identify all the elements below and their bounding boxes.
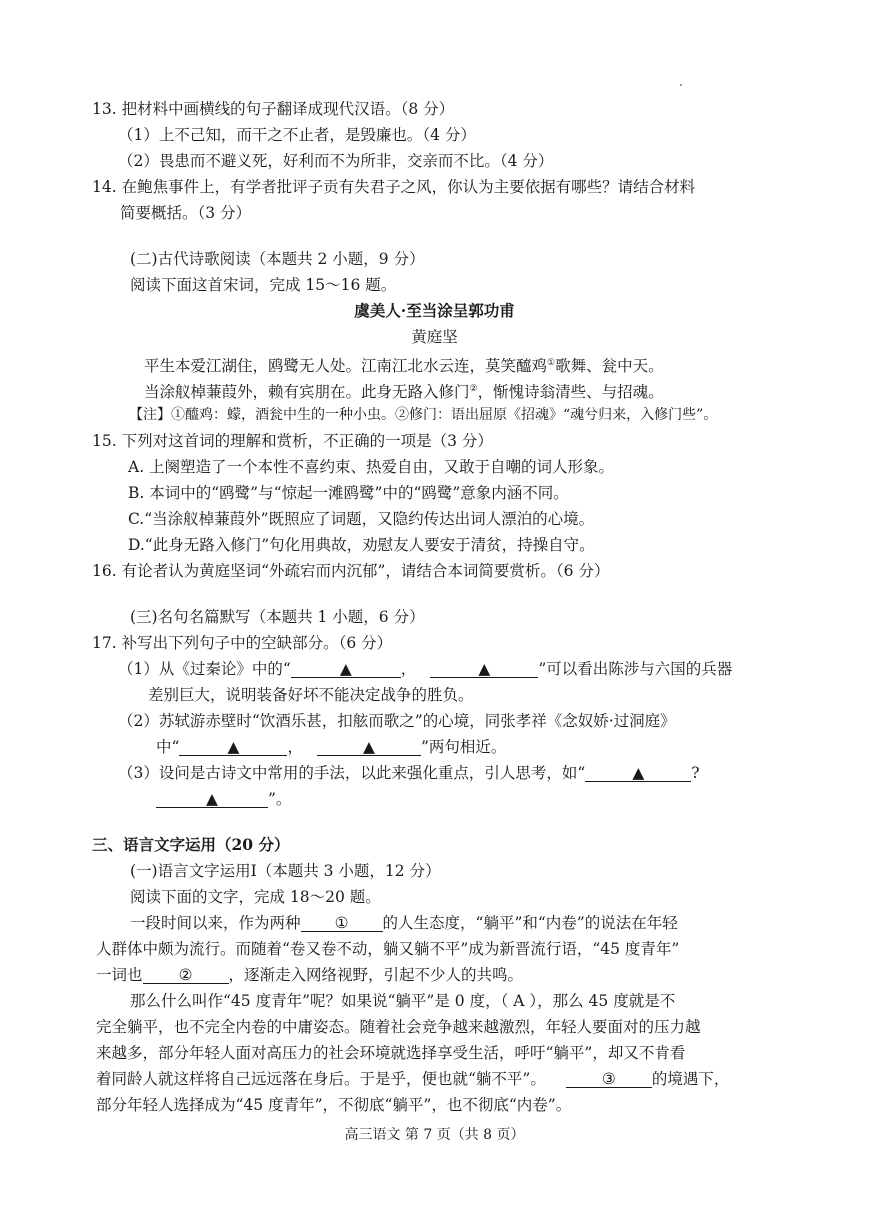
- blank-circle-1[interactable]: [301, 912, 383, 932]
- q17-item2: （2）苏轼游赤壁时“饮酒乐甚，扣舷而歌之”的心境，同张孝祥《念奴娇·过洞庭》: [118, 712, 676, 730]
- blank-mark: ▲: [227, 738, 240, 756]
- blank-mark: ▲: [362, 738, 375, 756]
- blank-mark: ▲: [339, 660, 352, 678]
- q15-option-b: B. 本词中的“鸥鹭”与“惊起一滩鸥鹭”中的“鸥鹭”意象内涵不同。: [128, 484, 569, 502]
- poem-note: 【注】①醯鸡：蠓，酒瓮中生的一种小虫。②修门：语出屈原《招魂》“魂兮归来，入修门些”。: [129, 407, 718, 423]
- poem-line-2-a: 当涂舣棹蒹葭外，赖有宾朋在。此身无路入修门: [144, 383, 470, 402]
- scan-dot: [680, 84, 682, 86]
- passage-line-7: [96, 1068, 729, 1090]
- passage-text: 一词也: [96, 966, 143, 984]
- poem-title: 虞美人·至当涂呈郭功甫: [354, 301, 515, 320]
- passage-text: 的人生态度，“躺平”和“内卷”的说法在年轻: [382, 914, 678, 932]
- q17-item1-suffix: ”可以看出陈涉与六国的兵器: [538, 660, 733, 678]
- part3-sub: (一)语言文字运用Ⅰ（本题共 3 小题，12 分）: [130, 862, 441, 880]
- q17-item1-prefix: （1）从《过秦论》中的“: [118, 660, 291, 678]
- section-poetry-title: (二)古代诗歌阅读（本题共 2 小题，9 分）: [130, 250, 425, 268]
- part3-heading: 三、语言文字运用（20 分）: [92, 835, 290, 854]
- q17-item3: [118, 762, 700, 784]
- section-poetry-intro: 阅读下面这首宋词，完成 15～16 题。: [130, 276, 397, 294]
- q13-stem: 13. 把材料中画横线的句子翻译成现代汉语。（8 分）: [92, 100, 455, 118]
- blank-mark: ▲: [478, 660, 491, 678]
- blank-number: ②: [178, 966, 193, 984]
- q15-option-c: C.“当涂舣棹蒹葭外”既照应了词题，又隐约传达出词人漂泊的心境。: [128, 510, 595, 528]
- poem-line-2-b: ，惭愧诗翁清些、与招魂。: [477, 383, 664, 402]
- blank-number: ③: [601, 1070, 616, 1088]
- q17-item2-prefix: 中“: [156, 738, 180, 756]
- passage-line-5: 完全躺平，也不完全内卷的中庸姿态。随着社会竞争越来越激烈，年轻人要面对的压力越: [96, 1018, 701, 1036]
- passage-line-6: 来越多，部分年轻人面对高压力的社会环境就选择享受生活，呼吁“躺平”，却又不肯看: [96, 1044, 686, 1062]
- blank-circle-3[interactable]: [566, 1068, 652, 1088]
- q15-option-a: A. 上阕塑造了一个本性不喜约束、热爱自由，又敢于自嘲的词人形象。: [128, 458, 615, 476]
- blank-3[interactable]: [179, 736, 287, 756]
- blank-mark: ▲: [206, 790, 218, 808]
- q17-item2-suffix: ”两句相近。: [420, 738, 507, 756]
- q17-item2-blanks: [156, 736, 506, 758]
- footnote-1-mark: ①: [547, 358, 556, 368]
- passage-text: 的境遇下，: [651, 1070, 730, 1088]
- q14-line2: 简要概括。（3 分）: [120, 204, 252, 222]
- q17-stem: 17. 补写出下列句子中的空缺部分。（6 分）: [92, 634, 393, 652]
- part3-intro: 阅读下面的文字，完成 18～20 题。: [130, 888, 381, 906]
- passage-line-3: [96, 964, 523, 986]
- q17-item1-cont: 差别巨大，说明装备好坏不能决定战争的胜负。: [148, 686, 474, 704]
- passage-line-1: [130, 912, 678, 934]
- q13-part2: （2）畏患而不避义死，好利而不为所非，交亲而不比。（4 分）: [118, 152, 554, 170]
- poem-line-1-b: 歌舞、瓮中天。: [555, 357, 664, 376]
- q17-item3-suffix: ”。: [268, 790, 292, 808]
- page-footer: 高三语文 第 7 页（共 8 页）: [344, 1127, 525, 1143]
- q17-item3-prefix: （3）设问是古诗文中常用的手法，以此来强化重点，引人思考，如“: [118, 764, 586, 782]
- poem-line-1: [144, 352, 664, 377]
- q17-item1-comma: ，: [400, 660, 417, 678]
- poem-line-1-a: 平生本爱江湖住，鸥鹭无人处。江南江北水云连，莫笑醯鸡: [144, 357, 548, 376]
- blank-2[interactable]: [430, 658, 538, 678]
- blank-5[interactable]: [585, 762, 691, 782]
- passage-line-4: 那么什么叫作“45 度青年”呢？如果说“躺平”是 0 度，（ A ），那么 45 度就是不: [130, 992, 676, 1010]
- q13-part1: （1）上不己知，而干之不止者，是毁廉也。（4 分）: [118, 126, 476, 144]
- blank-number: ①: [334, 914, 349, 932]
- passage-line-8: 部分年轻人选择成为“45 度青年”，不彻底“躺平”，也不彻底“内卷”。: [96, 1096, 572, 1114]
- passage-text: ，逐渐走入网络视野，引起不少人的共鸣。: [228, 966, 524, 984]
- passage-text: 着同龄人就这样将自己远远落在身后。于是乎，便也就“躺不平”。: [96, 1070, 546, 1088]
- q15-stem: 15. 下列对这首词的理解和赏析，不正确的一项是（3 分）: [92, 432, 493, 450]
- poem-author: 黄庭坚: [411, 328, 458, 346]
- q14-line1: 14. 在鲍焦事件上，有学者批评子贡有失君子之风，你认为主要依据有哪些？请结合材料: [92, 178, 696, 196]
- blank-1[interactable]: [291, 658, 401, 678]
- q16-stem: 16. 有论者认为黄庭坚词“外疏宕而内沉郁”，请结合本词简要赏析。（6 分）: [92, 562, 610, 580]
- passage-text: 一段时间以来，作为两种: [130, 914, 301, 932]
- blank-circle-2[interactable]: [143, 964, 229, 984]
- q15-option-d: D.“此身无路入修门”句化用典故，劝慰友人要安于清贫，持操自守。: [128, 536, 595, 554]
- blank-mark: ▲: [632, 764, 645, 782]
- poem-line-2: [144, 378, 664, 403]
- q17-item1: [118, 658, 732, 680]
- footnote-2-mark: ②: [469, 384, 478, 394]
- q17-item3-cont: [156, 788, 291, 810]
- blank-4[interactable]: [317, 736, 421, 756]
- blank-6[interactable]: [156, 788, 268, 808]
- q17-item2-comma: ，: [287, 738, 303, 756]
- passage-line-2: 人群体中颇为流行。而随着“卷又卷不动，躺又躺不平”成为新晋流行语，“45 度青年”: [96, 940, 680, 958]
- section-recitation-title: (三)名句名篇默写（本题共 1 小题，6 分）: [130, 608, 425, 626]
- q17-item3-qmark: ?: [691, 764, 700, 782]
